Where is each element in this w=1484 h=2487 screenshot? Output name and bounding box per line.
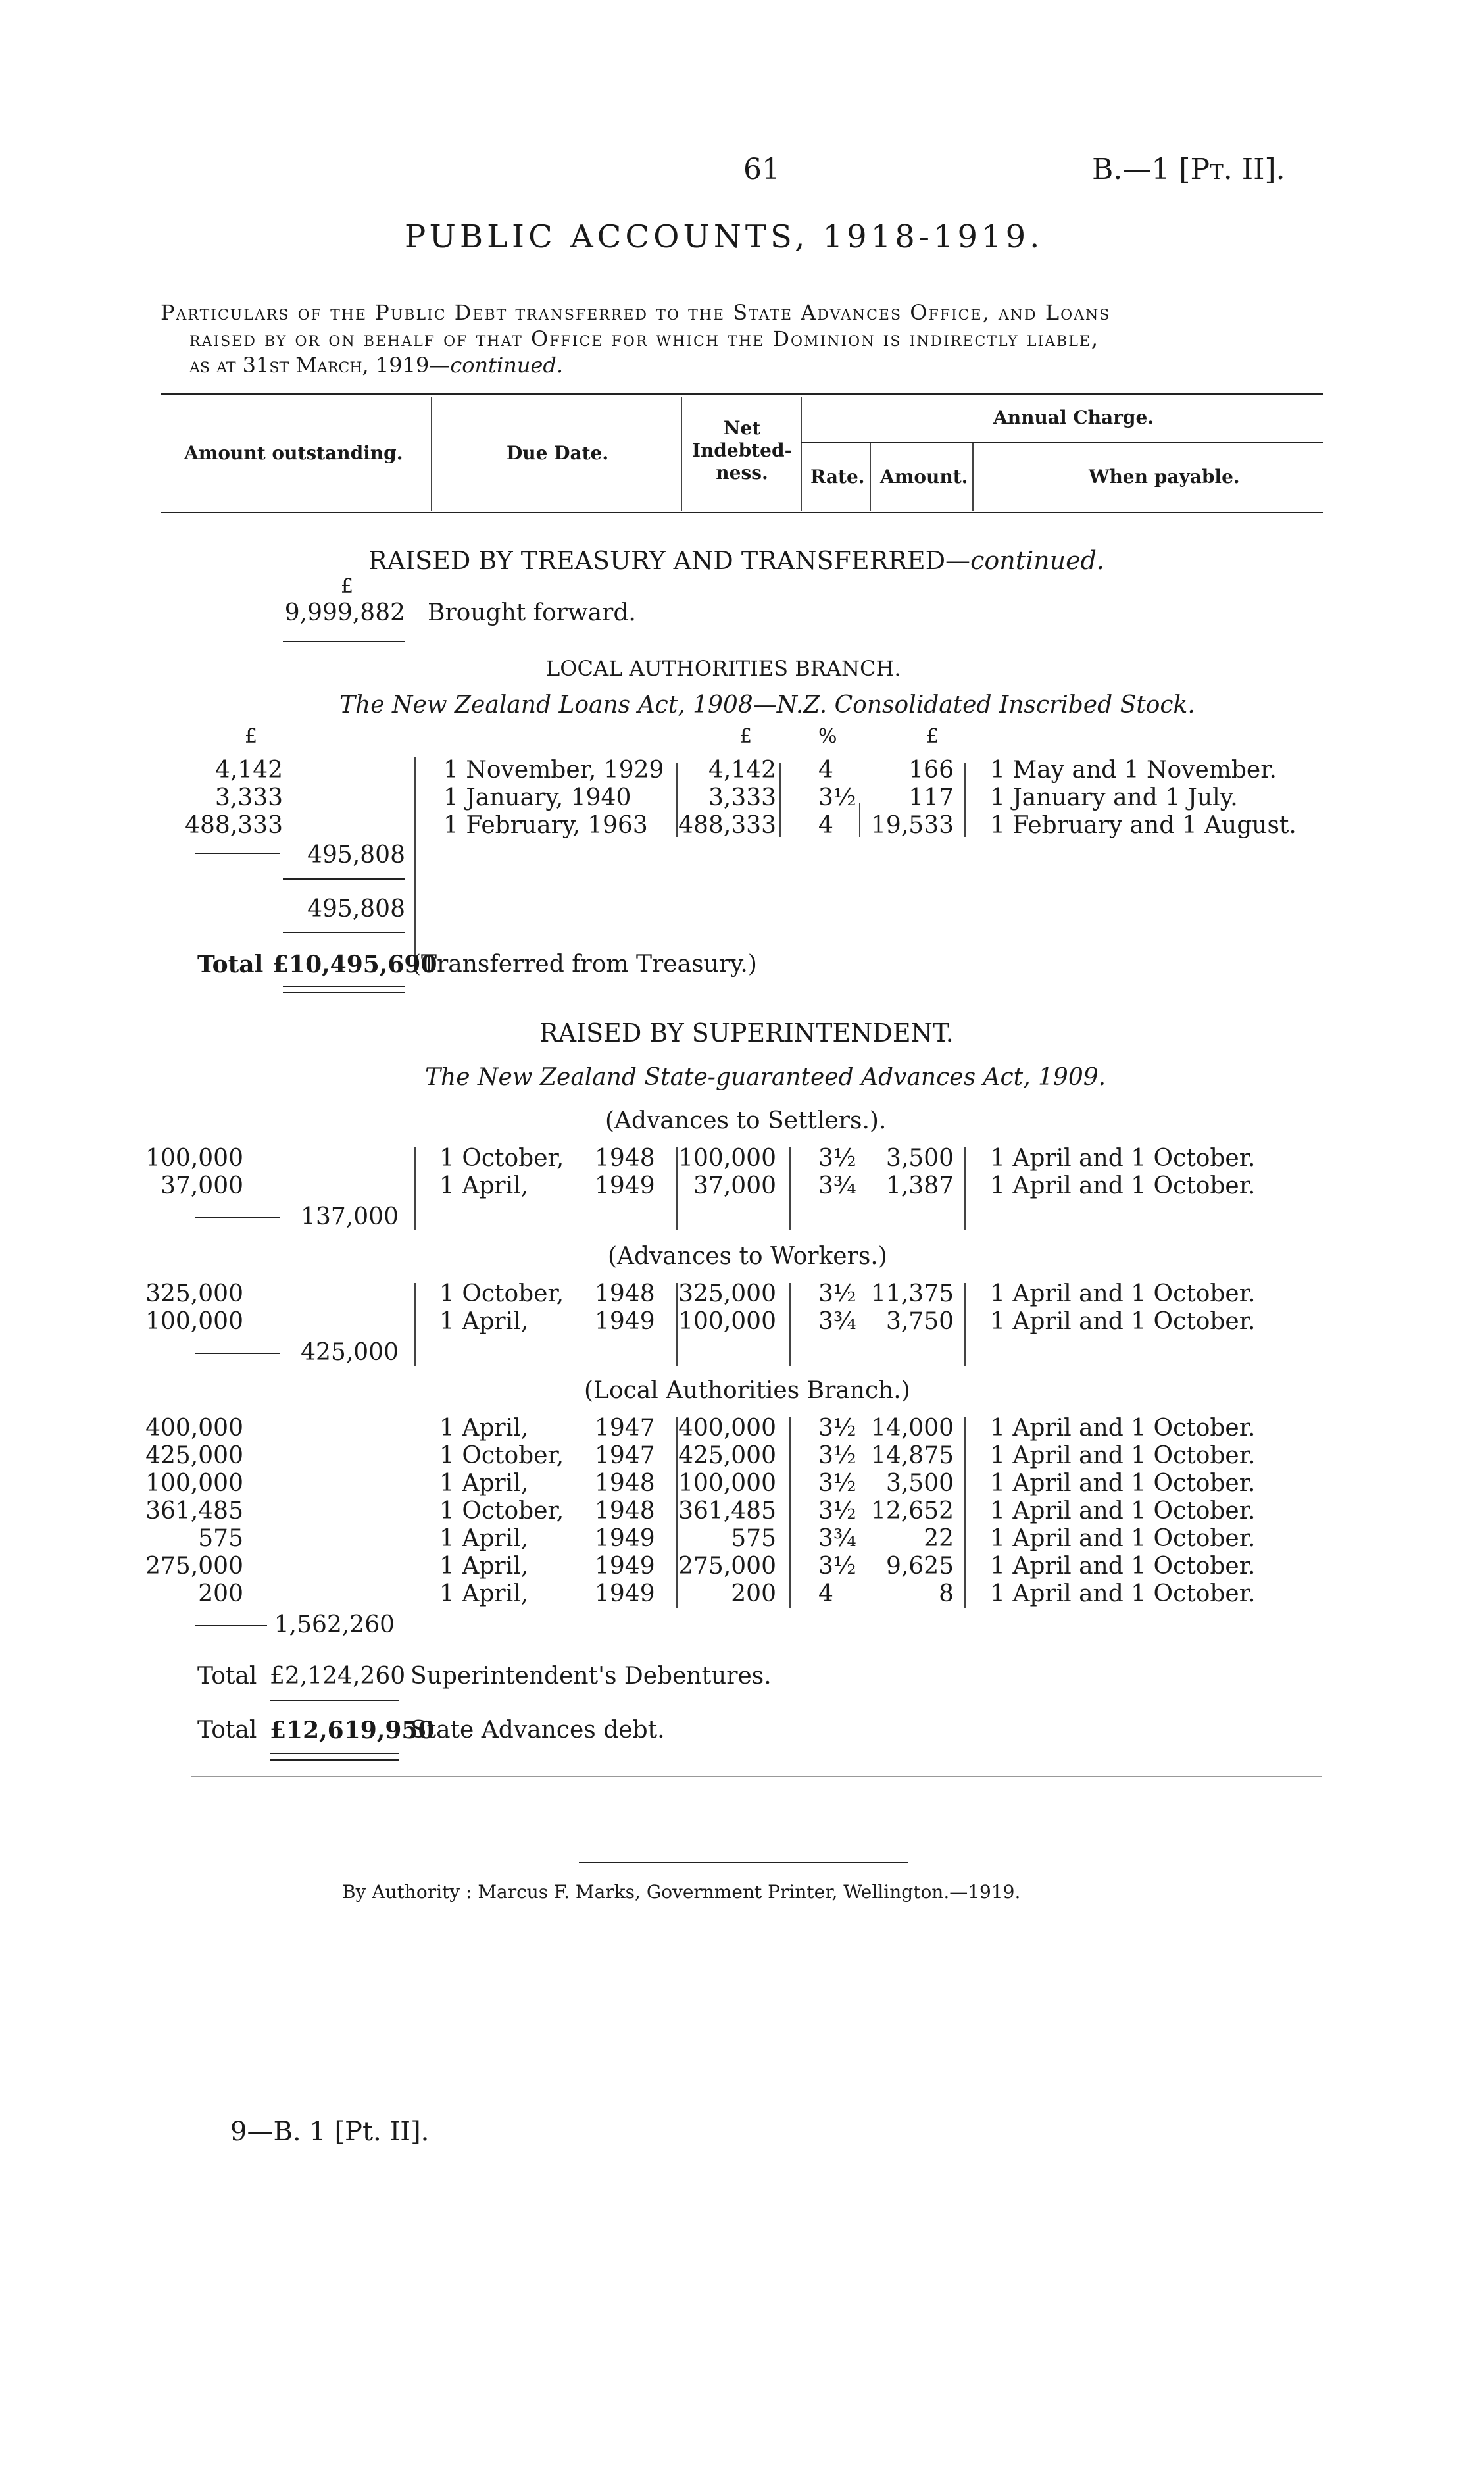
cell-rate: 3¾ (818, 1525, 856, 1552)
cell-amount: 200 (198, 1580, 243, 1607)
table-row (0, 1553, 1484, 1580)
cell-amount: 425,000 (145, 1442, 243, 1469)
table-row (0, 1525, 1484, 1553)
cell-year: 1949 (595, 1553, 655, 1580)
state-advances-total-label: Total (197, 1717, 257, 1744)
cell-amount: 100,000 (145, 1145, 243, 1172)
cell-net: 200 (731, 1580, 776, 1607)
subtotal-rule (283, 932, 405, 933)
cell-charge: 3,500 (885, 1470, 954, 1497)
col-divider (676, 1147, 678, 1230)
settlers-label: (Advances to Settlers.). (605, 1107, 887, 1134)
col-divider (789, 1147, 791, 1230)
cell-amount: 361,485 (145, 1497, 243, 1524)
cell-charge: 12,652 (871, 1497, 954, 1524)
header-annual-charge: Annual Charge. (993, 407, 1154, 428)
cell-charge: 9,625 (885, 1553, 954, 1580)
table-row (0, 1172, 1484, 1200)
cell-year: 1948 (595, 1470, 655, 1497)
advances-act-title: The New Zealand State-guaranteed Advances Act, 1909. (425, 1064, 1106, 1091)
cell-rate: 3½ (818, 1553, 856, 1580)
cell-rate: 3½ (818, 1280, 856, 1307)
total-double-rule-bottom (270, 1759, 399, 1761)
cell-due: 1 February, 1963 (443, 812, 648, 839)
cell-payable: 1 April and 1 October. (990, 1525, 1256, 1552)
header-net-line1: Net (723, 417, 761, 439)
subtotal-rule (195, 1353, 280, 1354)
cell-due: 1 April, (439, 1415, 529, 1442)
table-row (0, 784, 1484, 812)
unit-pound-net: £ (739, 725, 753, 748)
cell-charge: 3,500 (885, 1145, 954, 1172)
cell-net: 400,000 (678, 1415, 776, 1442)
cell-amount: 3,333 (214, 784, 283, 811)
cell-rate: 3½ (818, 1470, 856, 1497)
annual-charge-rule (801, 442, 1323, 443)
subtotal-rule (195, 1217, 280, 1218)
cell-due: 1 November, 1929 (443, 757, 664, 784)
treasury-heading-main: RAISED BY TREASURY AND TRANSFERRED— (368, 546, 971, 575)
subtitle-line-2: raised by or on behalf of that Office for which the Dominion is indirectly liable, (189, 326, 1100, 351)
cell-payable: 1 April and 1 October. (990, 1280, 1256, 1307)
table-row (0, 1470, 1484, 1497)
col-divider (789, 1417, 791, 1608)
col-divider (964, 763, 966, 837)
cell-rate: 3¾ (818, 1308, 856, 1335)
brought-forward-amount: 9,999,882 (284, 599, 405, 626)
treasury-total-value: £10,495,690 (272, 951, 437, 978)
col-divider (414, 1147, 416, 1230)
cell-payable: 1 April and 1 October. (990, 1172, 1256, 1199)
cell-payable: 1 April and 1 October. (990, 1470, 1256, 1497)
cell-charge: 11,375 (871, 1280, 954, 1307)
table-row (0, 757, 1484, 784)
cell-year: 1949 (595, 1525, 655, 1552)
loans-act-title: The New Zealand Loans Act, 1908—N.Z. Consolidated Inscribed Stock. (339, 691, 1195, 718)
document-reference: B.—1 [Pt. II]. (1092, 153, 1285, 186)
end-rule (191, 1776, 1322, 1777)
cell-due: 1 October, (439, 1442, 564, 1469)
header-net-indebtedness (684, 417, 800, 484)
header-rate: Rate. (810, 466, 865, 488)
treasury-subtotal-2: 495,808 (307, 895, 405, 922)
cell-charge: 166 (908, 757, 954, 784)
state-advances-total-value: £12,619,950 (270, 1717, 435, 1744)
cell-net: 575 (731, 1525, 776, 1552)
cell-rate: 3½ (818, 784, 856, 811)
brought-forward-label: Brought forward. (428, 599, 636, 626)
treasury-heading-continued: continued. (970, 546, 1104, 575)
cell-due: 1 April, (439, 1308, 529, 1335)
col-divider (414, 757, 416, 967)
table-header-rule (161, 512, 1323, 513)
cell-charge: 19,533 (871, 812, 954, 839)
col-divider (972, 443, 974, 511)
cell-amount: 575 (198, 1525, 243, 1552)
table-top-rule (161, 393, 1323, 395)
col-divider (801, 397, 802, 511)
subtotal-rule (283, 878, 405, 880)
pound-sign: £ (341, 575, 354, 598)
subtitle-continued: continued. (450, 353, 564, 378)
cell-charge: 3,750 (885, 1308, 954, 1335)
unit-pound-charge: £ (926, 725, 939, 748)
table-row (0, 1497, 1484, 1525)
cell-amount: 4,142 (214, 757, 283, 784)
table-row (0, 1415, 1484, 1442)
treasury-subtotal: 495,808 (307, 842, 405, 868)
cell-year: 1949 (595, 1172, 655, 1199)
settlers-subtotal: 137,000 (301, 1203, 399, 1230)
col-divider (859, 803, 860, 837)
cell-amount: 325,000 (145, 1280, 243, 1307)
cell-net: 425,000 (678, 1442, 776, 1469)
table-row (0, 1308, 1484, 1336)
cell-charge: 22 (924, 1525, 954, 1552)
cell-rate: 4 (818, 757, 833, 784)
treasury-total-label: Total (197, 951, 264, 978)
total-double-rule-top (283, 986, 405, 987)
cell-amount: 488,333 (185, 812, 283, 839)
cell-due: 1 January, 1940 (443, 784, 631, 811)
total-double-rule-top (270, 1753, 399, 1754)
cell-payable: 1 April and 1 October. (990, 1497, 1256, 1524)
cell-amount: 100,000 (145, 1470, 243, 1497)
local-branch-label: (Local Authorities Branch.) (584, 1377, 910, 1404)
cell-charge: 117 (908, 784, 954, 811)
cell-payable: 1 January and 1 July. (990, 784, 1238, 811)
cell-net: 100,000 (678, 1145, 776, 1172)
cell-year: 1949 (595, 1580, 655, 1607)
col-divider (676, 763, 678, 837)
workers-label: (Advances to Workers.) (608, 1243, 887, 1270)
cell-rate: 4 (818, 812, 833, 839)
unit-percent: % (818, 725, 837, 748)
cell-charge: 8 (939, 1580, 954, 1607)
cell-rate: 3½ (818, 1497, 856, 1524)
treasury-total-note: (Transferred from Treasury.) (412, 951, 757, 978)
cell-amount: 100,000 (145, 1308, 243, 1335)
table-row (0, 1145, 1484, 1172)
col-divider (431, 397, 432, 511)
col-divider (964, 1417, 966, 1608)
superintendent-total-value: £2,124,260 (270, 1663, 406, 1690)
total-double-rule-bottom (283, 992, 405, 993)
col-divider (964, 1147, 966, 1230)
cell-year: 1948 (595, 1145, 655, 1172)
cell-net: 100,000 (678, 1470, 776, 1497)
col-divider (681, 397, 682, 511)
cell-net: 4,142 (708, 757, 776, 784)
cell-rate: 4 (818, 1580, 833, 1607)
subtitle-date: as at 31st March, 1919— (189, 353, 451, 378)
brought-forward-rule (283, 641, 405, 642)
col-divider (676, 1283, 678, 1366)
cell-year: 1947 (595, 1442, 655, 1469)
col-divider (676, 1417, 678, 1608)
local-subtotal: 1,562,260 (274, 1611, 395, 1638)
col-divider (870, 443, 871, 511)
superintendent-total-label: Total (197, 1663, 257, 1690)
page-title: PUBLIC ACCOUNTS, 1918-1919. (405, 218, 1044, 255)
cell-rate: 3½ (818, 1442, 856, 1469)
cell-charge: 14,875 (871, 1442, 954, 1469)
col-divider (779, 763, 781, 837)
cell-payable: 1 April and 1 October. (990, 1442, 1256, 1469)
col-divider (789, 1283, 791, 1366)
subtitle-line-1: Particulars of the Public Debt transferred to the State Advances Office, and Loans (161, 300, 1111, 325)
cell-year: 1949 (595, 1308, 655, 1335)
header-net-line2: Indebted- (691, 440, 793, 461)
header-net-line3: ness. (716, 462, 768, 484)
cell-amount: 275,000 (145, 1553, 243, 1580)
cell-net: 488,333 (678, 812, 776, 839)
superintendent-total-note: Superintendent's Debentures. (410, 1663, 772, 1690)
cell-payable: 1 April and 1 October. (990, 1145, 1256, 1172)
cell-net: 361,485 (678, 1497, 776, 1524)
cell-year: 1948 (595, 1280, 655, 1307)
cell-payable: 1 April and 1 October. (990, 1308, 1256, 1335)
cell-payable: 1 May and 1 November. (990, 757, 1277, 784)
cell-year: 1948 (595, 1497, 655, 1524)
table-row (0, 1442, 1484, 1470)
header-amount: Amount. (880, 466, 968, 488)
col-divider (414, 1283, 416, 1366)
col-divider (964, 1283, 966, 1366)
cell-due: 1 October, (439, 1280, 564, 1307)
unit-pound-amount: £ (245, 725, 258, 748)
cell-net: 37,000 (693, 1172, 776, 1199)
cell-rate: 3½ (818, 1145, 856, 1172)
state-advances-total-note: State Advances debt. (410, 1717, 665, 1744)
header-due-date: Due Date. (507, 442, 609, 464)
workers-subtotal: 425,000 (301, 1339, 399, 1366)
cell-charge: 1,387 (885, 1172, 954, 1199)
cell-due: 1 October, (439, 1145, 564, 1172)
signature-mark: 9—B. 1 [Pt. II]. (230, 2117, 430, 2147)
table-row (0, 1580, 1484, 1608)
cell-payable: 1 April and 1 October. (990, 1415, 1256, 1442)
header-amount-outstanding: Amount outstanding. (184, 442, 403, 464)
cell-due: 1 April, (439, 1172, 529, 1199)
table-row (0, 812, 1484, 840)
cell-payable: 1 February and 1 August. (990, 812, 1297, 839)
subtotal-rule (195, 853, 280, 854)
cell-rate: 3½ (818, 1415, 856, 1442)
cell-rate: 3¾ (818, 1172, 856, 1199)
footer-rule (579, 1862, 908, 1863)
cell-payable: 1 April and 1 October. (990, 1553, 1256, 1580)
cell-due: 1 April, (439, 1470, 529, 1497)
cell-net: 3,333 (708, 784, 776, 811)
cell-due: 1 April, (439, 1553, 529, 1580)
cell-net: 100,000 (678, 1308, 776, 1335)
page-number: 61 (743, 153, 780, 186)
local-authorities-branch: LOCAL AUTHORITIES BRANCH. (546, 656, 901, 681)
cell-payable: 1 April and 1 October. (990, 1580, 1256, 1607)
printer-authority: By Authority : Marcus F. Marks, Government Printer, Wellington.—1919. (342, 1881, 1021, 1903)
subtitle-line-3 (189, 352, 563, 378)
cell-amount: 400,000 (145, 1415, 243, 1442)
cell-due: 1 April, (439, 1580, 529, 1607)
cell-amount: 37,000 (161, 1172, 243, 1199)
cell-net: 275,000 (678, 1553, 776, 1580)
superintendent-heading: RAISED BY SUPERINTENDENT. (539, 1018, 954, 1047)
cell-charge: 14,000 (871, 1415, 954, 1442)
cell-net: 325,000 (678, 1280, 776, 1307)
cell-due: 1 October, (439, 1497, 564, 1524)
total-rule (270, 1700, 399, 1701)
cell-year: 1947 (595, 1415, 655, 1442)
treasury-heading (368, 547, 1104, 574)
header-when-payable: When payable. (1089, 466, 1240, 488)
cell-due: 1 April, (439, 1525, 529, 1552)
subtotal-rule (195, 1625, 267, 1626)
table-row (0, 1280, 1484, 1308)
